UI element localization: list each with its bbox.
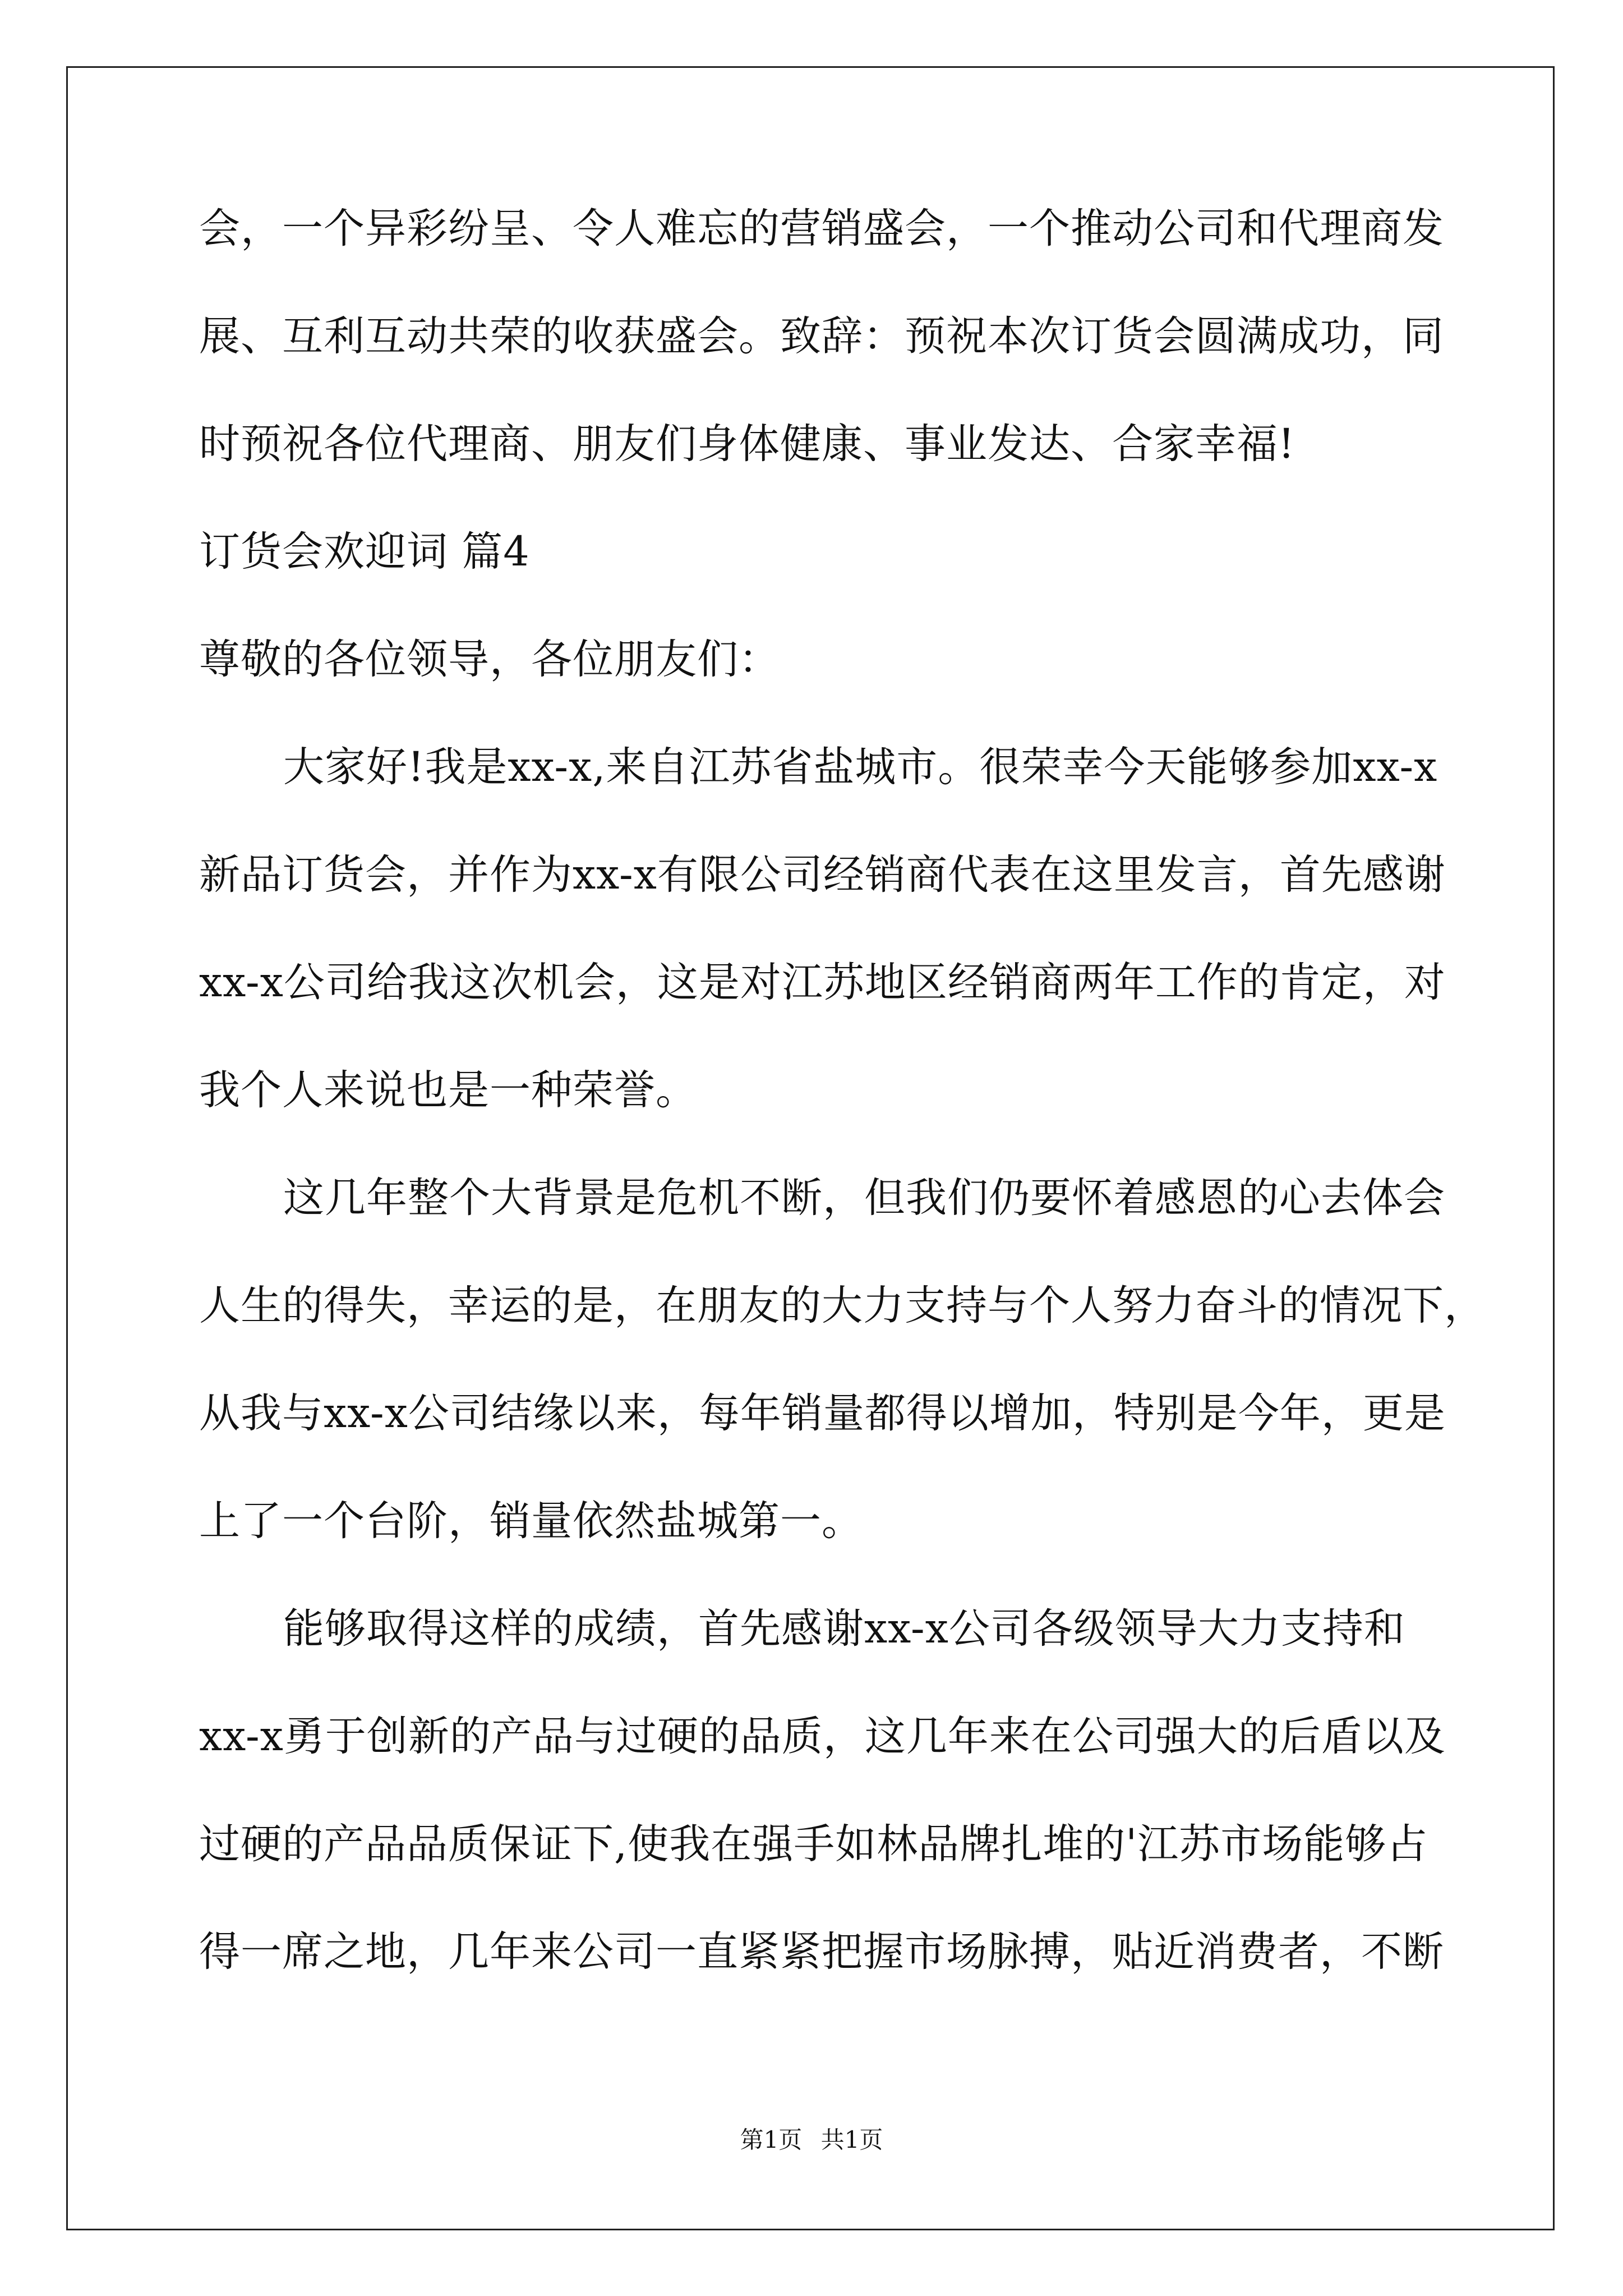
- salutation: 尊敬的各位领导，各位朋友们：: [199, 636, 780, 683]
- text-line: xx-x勇于创新的产品与过硬的品质，这几年来在公司强大的后盾以及: [199, 1713, 1446, 1760]
- page-count: 共1页: [820, 2126, 883, 2154]
- paragraph-start: 大家好!我是xx-x,来自江苏省盐城市。很荣幸今天能够参加xx-x: [283, 743, 1438, 791]
- text-line: 得一席之地，几年来公司一直紧紧把握市场脉搏，贴近消费者，不断: [199, 1928, 1444, 1976]
- text-line: 上了一个台阶，销量依然盐城第一。: [199, 1497, 863, 1545]
- text-line: 我个人来说也是一种荣誉。: [199, 1066, 697, 1114]
- document-body: [199, 202, 1486, 2033]
- page-number: 第1页: [740, 2126, 803, 2154]
- paragraph-start: 这几年整个大背景是危机不断，但我们仍要怀着感恩的心去体会: [283, 1174, 1445, 1222]
- page-footer: [0, 2126, 1623, 2154]
- text-line: 时预祝各位代理商、朋友们身体健康、事业发达、合家幸福!: [199, 420, 1295, 468]
- text-line: 人生的得失，幸运的是，在朋友的大力支持与个人努力奋斗的情况下，: [199, 1282, 1486, 1329]
- section-heading: 订货会欢迎词 篇4: [199, 528, 530, 576]
- text-line: 会，一个异彩纷呈、令人难忘的营销盛会，一个推动公司和代理商发: [199, 205, 1444, 252]
- text-line: 过硬的产品品质保证下,使我在强手如林品牌扎堆的'江苏市场能够占: [199, 1820, 1428, 1868]
- paragraph-start: 能够取得这样的成绩，首先感谢xx-x公司各级领导大力支持和: [283, 1605, 1405, 1653]
- text-line: xx-x公司给我这次机会，这是对江苏地区经销商两年工作的肯定，对: [199, 959, 1446, 1006]
- text-line: 展、互利互动共荣的收获盛会。致辞：预祝本次订货会圆满成功，同: [199, 312, 1444, 360]
- text-line: 新品订货会，并作为xx-x有限公司经销商代表在这里发言，首先感谢: [199, 851, 1446, 899]
- text-line: 从我与xx-x公司结缘以来，每年销量都得以增加，特别是今年，更是: [199, 1389, 1446, 1437]
